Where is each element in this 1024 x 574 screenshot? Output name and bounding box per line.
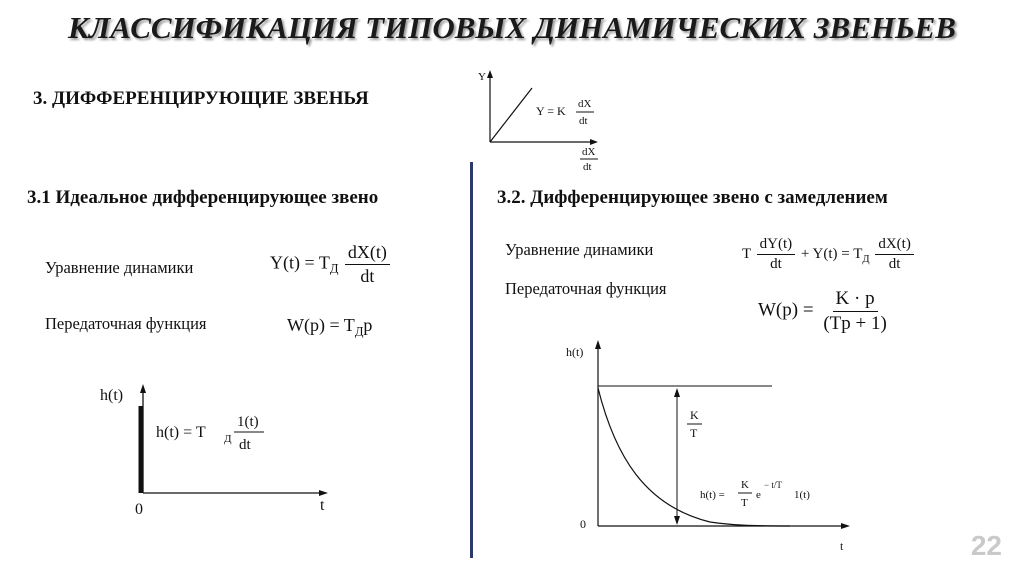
left-graph-y-label: h(t) bbox=[100, 387, 124, 404]
column-separator bbox=[470, 162, 473, 558]
left-tf-sub: Д bbox=[354, 324, 364, 339]
right-graph-formula-num: K bbox=[741, 479, 749, 491]
right-graph-origin-label: 0 bbox=[580, 517, 586, 531]
right-graph-x-arrow bbox=[841, 523, 850, 529]
left-tf-formula bbox=[287, 315, 372, 339]
left-graph-formula-sub: Д bbox=[224, 433, 232, 445]
right-eq-label: Уравнение динамики bbox=[505, 240, 654, 259]
right-tf-label: Передаточная функция bbox=[505, 279, 667, 298]
right-tf-frac bbox=[820, 288, 889, 335]
right-eq-den2: dt bbox=[888, 256, 901, 273]
left-graph-formula-den: dt bbox=[239, 437, 251, 453]
left-graph-x-label: t bbox=[320, 497, 325, 514]
top-graph-x-den: dt bbox=[583, 161, 592, 173]
right-eq-mid: + Y(t) = T bbox=[800, 246, 863, 263]
left-eq-formula bbox=[270, 242, 392, 286]
right-graph-formula-den: T bbox=[741, 497, 748, 509]
left-graph-formula-num: 1(t) bbox=[237, 414, 259, 430]
left-graph bbox=[98, 378, 338, 518]
left-tf-lhs: W(p) = T bbox=[287, 315, 355, 335]
left-tf-rhs: p bbox=[363, 315, 373, 335]
slide-title: КЛАССИФИКАЦИЯ ТИПОВЫХ ДИНАМИЧЕСКИХ ЗВЕНЬЕВ bbox=[68, 10, 956, 45]
top-graph-formula-num: dX bbox=[578, 98, 592, 110]
right-graph-formula-exp: − t/T bbox=[764, 480, 782, 490]
right-tf-den: (Tp + 1) bbox=[823, 312, 887, 334]
top-graph-y-label: Y bbox=[478, 71, 486, 83]
right-graph-formula-lhs: h(t) = bbox=[700, 489, 725, 501]
page-number: 22 bbox=[970, 530, 1002, 561]
left-graph-origin-label: 0 bbox=[135, 501, 143, 518]
section-heading: 3. ДИФФЕРЕНЦИРУЮЩИЕ ЗВЕНЬЯ bbox=[33, 88, 369, 109]
left-eq-num: dX(t) bbox=[345, 242, 390, 265]
right-eq-frac2 bbox=[875, 236, 914, 274]
right-graph-level-den: T bbox=[690, 426, 698, 440]
left-eq-lhs: Y(t) = T bbox=[270, 252, 330, 273]
right-graph-y-label: h(t) bbox=[566, 345, 584, 359]
right-tf-formula bbox=[758, 288, 892, 335]
left-eq-frac bbox=[345, 242, 390, 286]
right-eq-den1: dt bbox=[770, 256, 782, 273]
right-graph-level-num: K bbox=[690, 408, 699, 422]
right-heading: 3.2. Дифференцирующее звено с замедлением bbox=[497, 187, 888, 208]
right-graph bbox=[560, 336, 860, 558]
top-graph-x-num: dX bbox=[582, 146, 596, 158]
top-graph bbox=[470, 62, 610, 174]
left-tf-label: Передаточная функция bbox=[45, 314, 207, 333]
right-eq-formula bbox=[742, 236, 916, 274]
top-graph-line bbox=[490, 88, 532, 142]
right-graph-x-label: t bbox=[840, 539, 844, 553]
left-eq-label: Уравнение динамики bbox=[45, 258, 194, 277]
right-tf-lhs: W(p) = bbox=[758, 299, 814, 321]
top-graph-formula-den: dt bbox=[579, 115, 588, 127]
left-graph-y-arrow bbox=[140, 384, 146, 393]
right-graph-formula-tail: 1(t) bbox=[794, 489, 810, 501]
right-eq-frac1 bbox=[757, 236, 796, 274]
right-tf-num: K · p bbox=[833, 288, 878, 312]
right-eq-num1: dY(t) bbox=[757, 236, 796, 255]
right-eq-num2: dX(t) bbox=[875, 236, 914, 255]
left-heading: 3.1 Идеальное дифференцирующее звено bbox=[27, 187, 379, 208]
left-graph-x-arrow bbox=[319, 490, 328, 496]
left-eq-den: dt bbox=[360, 265, 375, 286]
right-graph-dimension-arrow-up bbox=[674, 388, 680, 397]
left-eq-sub: Д bbox=[329, 261, 339, 276]
right-graph-formula-e: e bbox=[756, 489, 761, 501]
right-eq-sub: Д bbox=[862, 253, 870, 265]
right-graph-y-arrow bbox=[595, 340, 601, 349]
top-graph-formula-lhs: Y = K bbox=[536, 104, 566, 118]
right-graph-dimension-arrow-down bbox=[674, 516, 680, 525]
top-graph-y-arrow bbox=[487, 70, 493, 78]
right-eq-t: T bbox=[742, 246, 751, 263]
top-graph-x-arrow bbox=[590, 139, 598, 145]
left-graph-formula-lhs: h(t) = T bbox=[156, 424, 206, 441]
